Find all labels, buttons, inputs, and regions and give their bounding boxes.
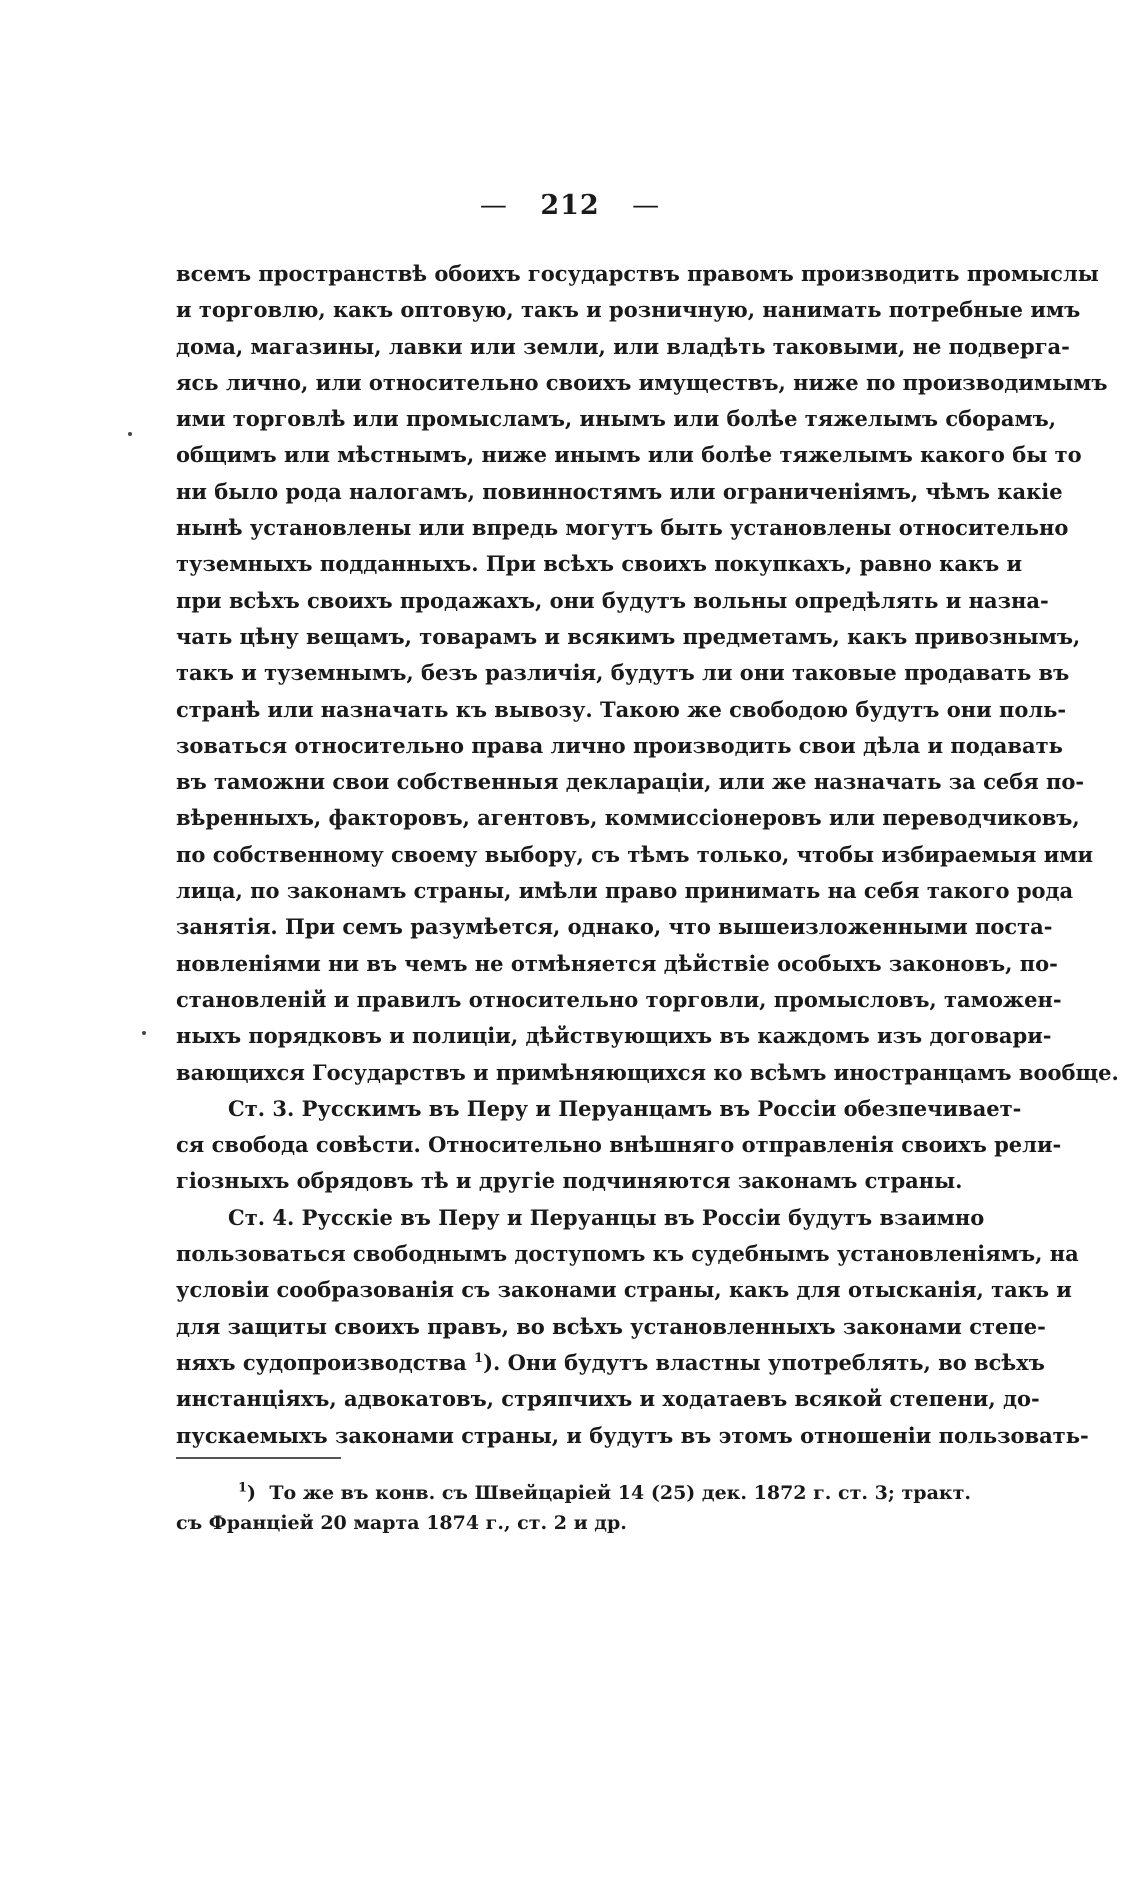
text-line: въ таможни свои собственныя декларацiи, или же назначать за себя по- <box>176 769 1085 795</box>
header-dash-left: — <box>479 190 508 221</box>
print-speck <box>142 1031 146 1035</box>
text-line-with-footnote-ref <box>176 1345 1045 1381</box>
text-line: чать цѣну вещамъ, товарамъ и всякимъ предметамъ, какъ привознымъ, <box>176 623 1081 649</box>
text-line: дома, магазины, лавки или земли, или владѣть таковыми, не подверга- <box>176 333 1070 359</box>
page-number: 212 <box>540 190 600 221</box>
print-speck <box>128 432 132 436</box>
text-line: для защиты своихъ правъ, во всѣхъ установленныхъ законами степе- <box>176 1313 1046 1339</box>
footnote-marker: 1 <box>238 1480 248 1496</box>
text-line: ся свобода совѣсти. Относительно внѣшняго отправленія своихъ рели- <box>176 1132 1062 1158</box>
text-line: всемъ пространствѣ обоихъ государствъ правомъ производить промыслы <box>176 261 1099 286</box>
text-fragment: няхъ судопроизводства <box>176 1349 467 1375</box>
text-line: нынѣ установлены или впредь могутъ быть установлены относительно <box>176 515 1069 541</box>
text-line: пользоваться свободнымъ доступомъ къ судебнымъ установленіямъ, на <box>176 1241 1079 1267</box>
article-4-heading-line: Ст. 4. Русскіе въ Перу и Перуанцы въ Россіи будутъ взаимно <box>228 1204 985 1230</box>
text-line: зоваться относительно права лично производить свои дѣла и подавать <box>176 732 1063 758</box>
text-line: вающихся Государствъ и примѣняющихся ко всѣмъ иностранцамъ вообще. <box>176 1059 1119 1085</box>
text-line: ясь лично, или относительно своихъ имуществъ, ниже по производимымъ <box>176 369 1108 395</box>
text-line: гіозныхъ обрядовъ тѣ и другіе подчиняются законамъ страны. <box>176 1168 963 1194</box>
text-line: ныхъ порядковъ и полиціи, дѣйствующихъ въ каждомъ изъ договари- <box>176 1023 1052 1049</box>
text-line: инстанціяхъ, адвокатовъ, стряпчихъ и ходатаевъ всякой степени, до- <box>176 1386 1040 1412</box>
main-text <box>176 256 1119 1454</box>
page-header <box>0 190 1140 221</box>
footnote-reference: 1 <box>474 1350 484 1366</box>
text-line: условіи сообразованія съ законами страны, какъ для отысканія, такъ и <box>176 1277 1072 1303</box>
text-line: новленіями ни въ чемъ не отмѣняется дѣйствіе особыхъ законовъ, по- <box>176 950 1058 976</box>
header-dash-right: — <box>632 190 661 221</box>
text-fragment: ). Они будутъ властны употреблять, во всѣхъ <box>483 1349 1045 1375</box>
text-line: и торговлю, какъ оптовую, такъ и розничную, нанимать потребные имъ <box>176 297 1081 323</box>
article-3-heading-line: Ст. 3. Русскимъ въ Перу и Перуанцамъ въ Россіи обезпечивает- <box>228 1095 1022 1121</box>
text-line: ни было рода налогамъ, повинностямъ или ограниченіямъ, чѣмъ какіе <box>176 478 1063 504</box>
text-line: такъ и туземнымъ, безъ различія, будутъ ли они таковые продавать въ <box>176 660 1070 686</box>
footnote-marker-close: ) <box>247 1482 257 1504</box>
footnote-separator <box>176 1457 341 1459</box>
text-line: по собственному своему выбору, съ тѣмъ только, чтобы избираемыя ими <box>176 841 1094 867</box>
text-line: вѣренныхъ, факторовъ, агентовъ, коммиссіонеровъ или переводчиковъ, <box>176 805 1080 831</box>
text-line: становленій и правилъ относительно торговли, промысловъ, таможен- <box>176 986 1062 1012</box>
footnote-text: То же въ конв. съ Швейцаріей 14 (25) дек. 1872 г. ст. 3; тракт. <box>269 1482 971 1504</box>
text-line: общимъ или мѣстнымъ, ниже инымъ или болѣе тяжелымъ какого бы то <box>176 442 1082 468</box>
text-line: ими торговлѣ или промысламъ, инымъ или болѣе тяжелымъ сборамъ, <box>176 406 1057 432</box>
text-line: пускаемыхъ законами страны, и будутъ въ этомъ отношеніи пользовать- <box>176 1422 1089 1448</box>
text-line: лица, по законамъ страны, имѣли право принимать на себя такого рода <box>176 878 1074 904</box>
text-line: занятія. При семъ разумѣется, однако, что вышеизложенными поста- <box>176 914 1053 940</box>
text-line: при всѣхъ своихъ продажахъ, они будутъ вольны опредѣлять и назна- <box>176 587 1049 613</box>
text-line: странѣ или назначать къ вывозу. Такою же свободою будутъ они поль- <box>176 696 1067 722</box>
text-line: туземныхъ подданныхъ. При всѣхъ своихъ покупкахъ, равно какъ и <box>176 551 1023 577</box>
footnote <box>176 1478 971 1538</box>
footnote-line: съ Франціей 20 марта 1874 г., ст. 2 и др. <box>176 1512 627 1534</box>
footnote-line <box>238 1478 971 1508</box>
